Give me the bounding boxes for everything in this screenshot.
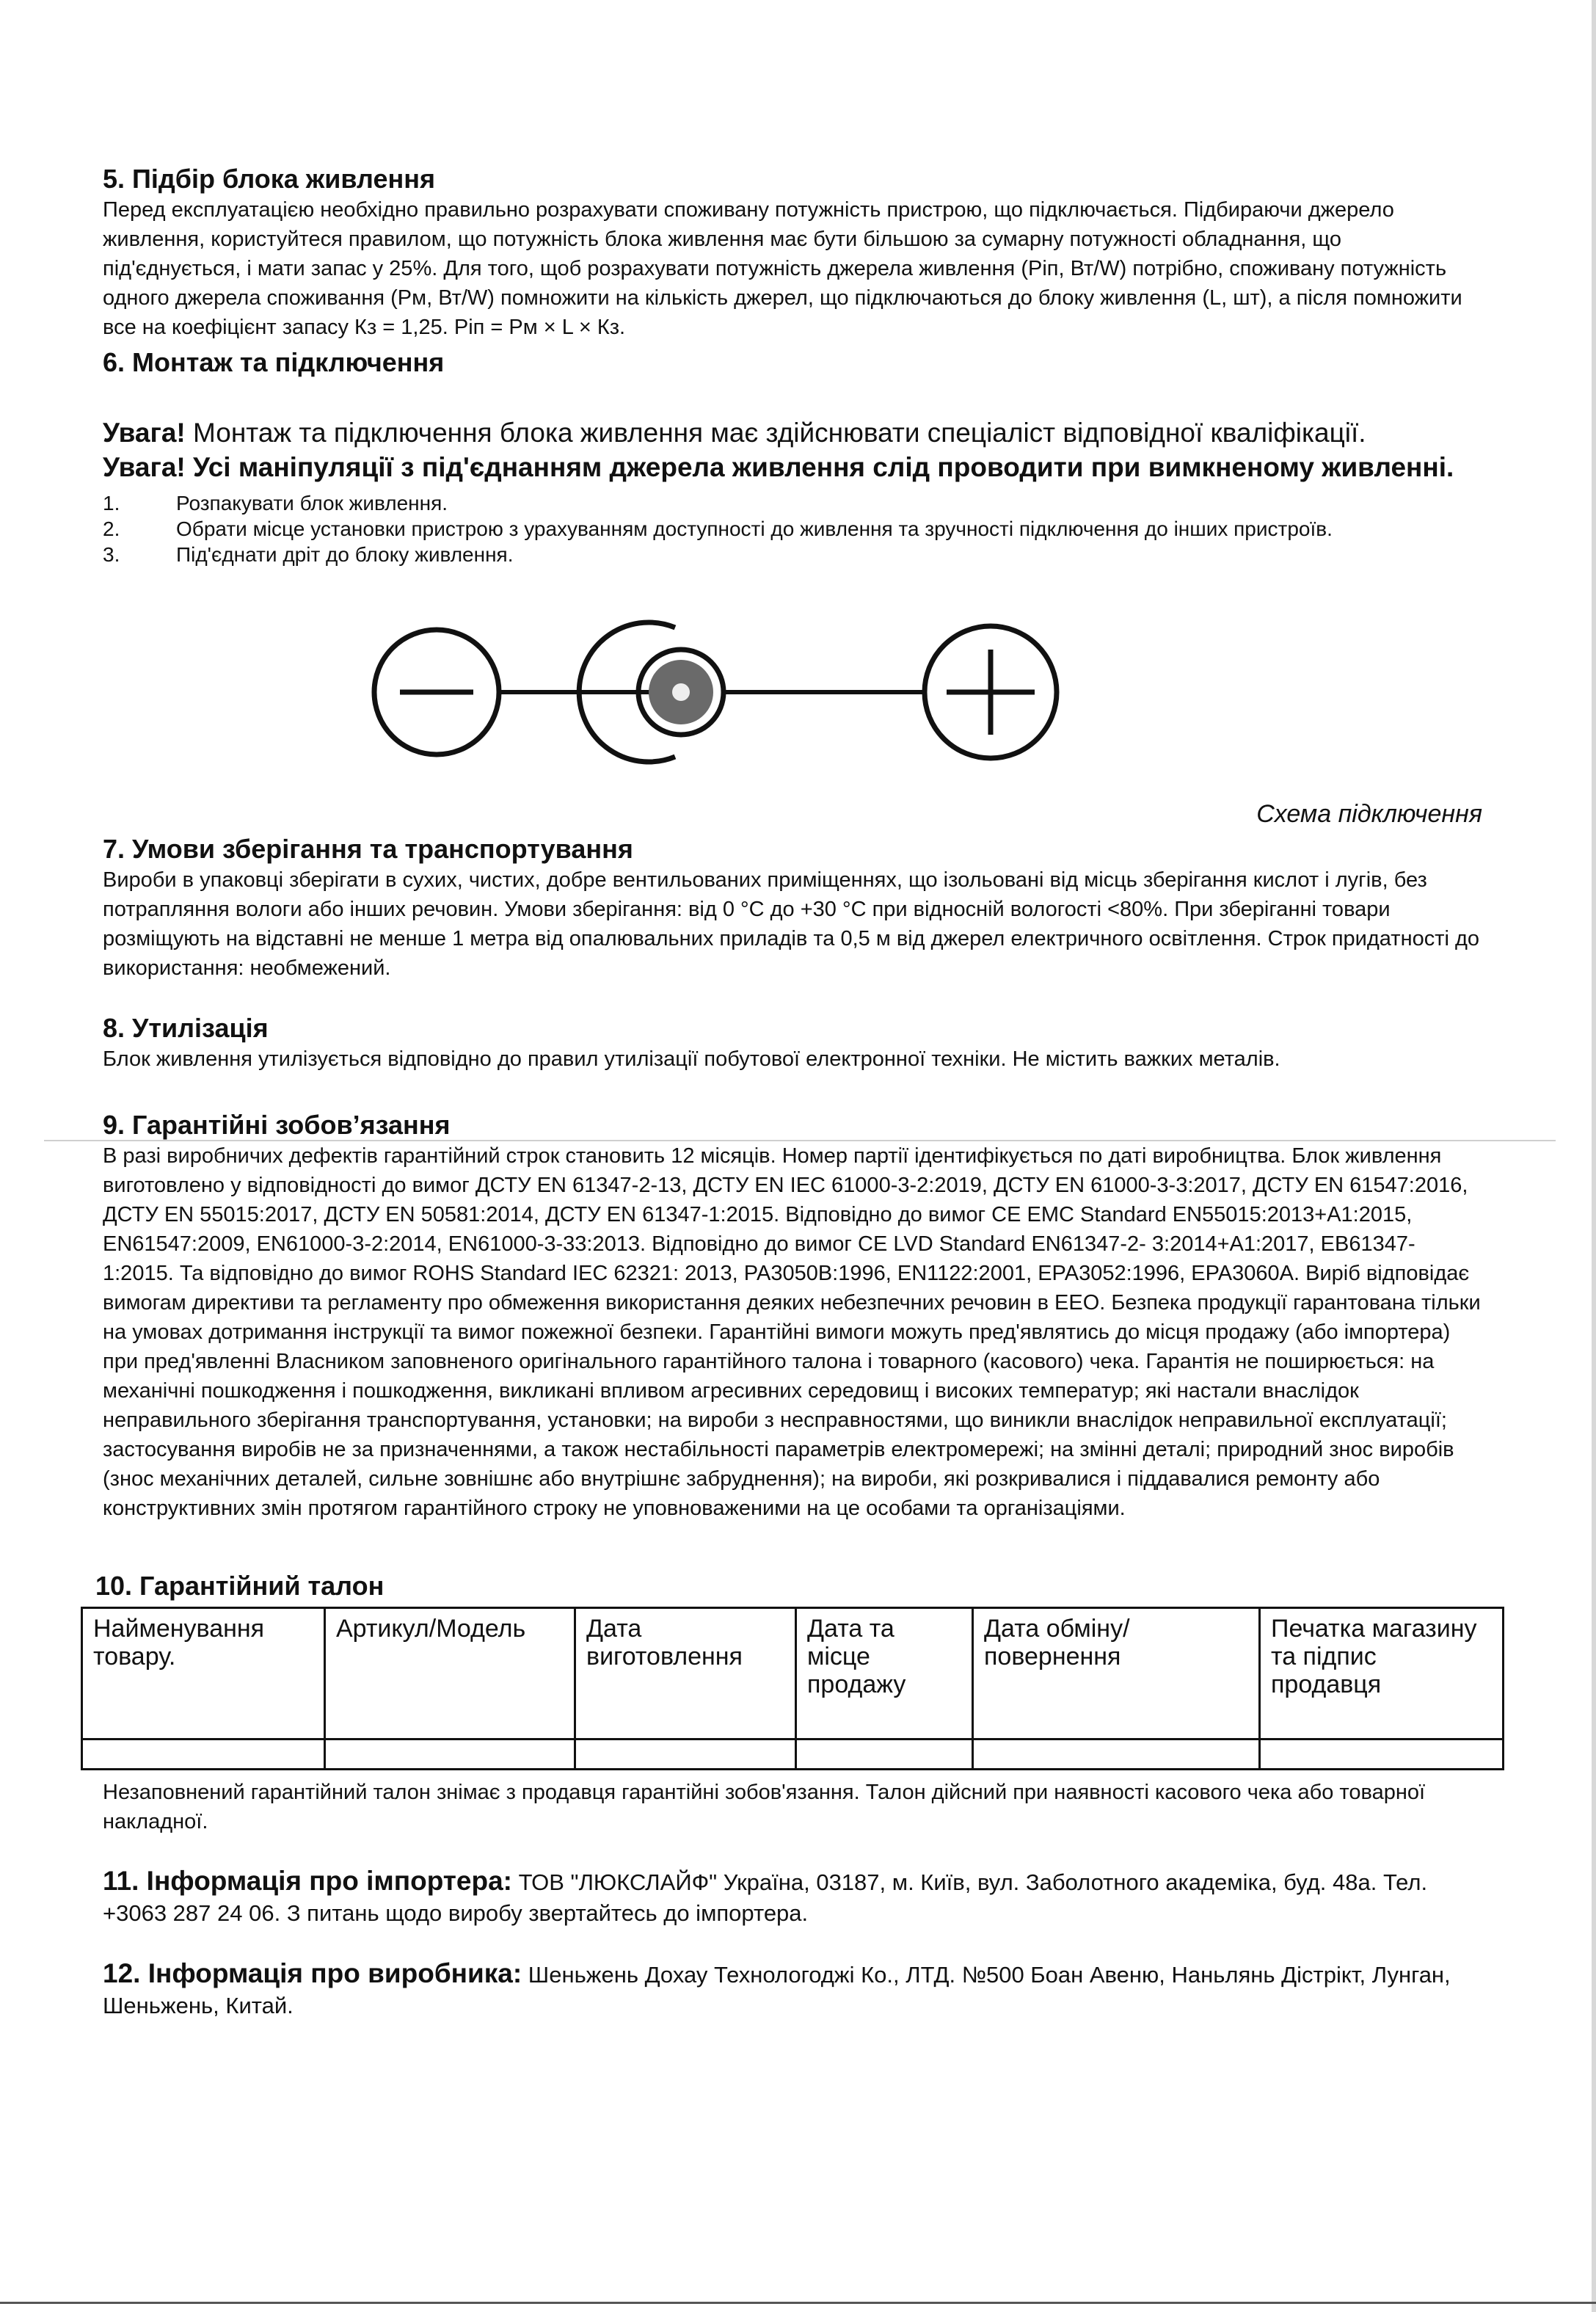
importer-label: 11. Інформація про імпортера:: [103, 1866, 512, 1896]
table-cell: [1260, 1740, 1504, 1770]
install-step: 2. Обрати місце установки пристрою з урахуванням доступності до живлення та зручності підключення до інших пристроїв.: [103, 517, 1333, 540]
section-8-title: 8. Утилізація: [103, 1013, 269, 1043]
install-step: 1. Розпакувати блок живлення.: [103, 492, 448, 515]
negative-terminal-icon: [374, 630, 499, 755]
install-steps: [103, 490, 1482, 567]
table-header-cell: Печатка магазину та підпис продавця: [1260, 1608, 1504, 1740]
section-8-text: Блок живлення утилізується відповідно до правил утилізації побутової електронної техніки. Не містить важких металів.: [103, 1047, 1280, 1071]
section-7-title: 7. Умови зберігання та транспортування: [103, 834, 633, 864]
section-10-title: 10. Гарантійний талон: [95, 1571, 385, 1601]
importer-text: ТОВ "ЛЮКСЛАЙФ" Україна, 03187, м. Київ, вул. Заболотного академіка, буд. 48а. Тел. +3063 287 24 06. З питань щодо виробу звертайтесь до імпортера.: [103, 1869, 1428, 1926]
page-edge-shadow: [1592, 0, 1596, 2312]
warning-1-text: Монтаж та підключення блока живлення має здійснювати спеціаліст відповідної кваліфікації.: [185, 418, 1366, 448]
table-header-row: [82, 1608, 1504, 1740]
instruction-document: [93, 163, 1482, 2021]
scan-bottom-edge: [0, 2302, 1596, 2304]
diagram-caption: Схема підключення: [1256, 800, 1482, 828]
importer-info: [103, 1866, 1482, 1929]
warranty-note: Незаповнений гарантійний талон знімає з продавця гарантійні зобов'язання. Талон дійсний при наявності касового чека або товарної накладної.: [103, 1781, 1426, 1833]
table-header-cell: Дата обміну/повернення: [973, 1608, 1260, 1740]
section-9-title: 9. Гарантійні зобов’язання: [103, 1110, 451, 1140]
table-header-cell: Дата та місце продажу: [796, 1608, 973, 1740]
warning-2: Увага! Усі маніпуляції з під'єднанням джерела живлення слід проводити при вимкненому живленні.: [103, 452, 1454, 482]
table-header-cell: Дата виготовлення: [575, 1608, 796, 1740]
section-5-text: Перед експлуатацією необхідно правильно розрахувати споживану потужність пристрою, що підключається. Підбираючи джерело живлення, користуйтеся правилом, що потужність блока живлення має бути більшою за сумарну потужності обладнання, що під'єднується, і мати запас у 25%. Для того, щоб розрахувати потужність джерела живлення (Pіп, Вт/W) потрібно, споживану потужність одного джерела споживання (Pм, Вт/W) помножити на кількість джерел, що підключаються до блоку живлення (L, шт), а після помножити все на коефіцієнт запасу Кз = 1,25. Pіп = Pм × L × Кз.: [103, 198, 1462, 339]
warranty-card-table: [81, 1607, 1504, 1770]
table-header-cell: Найменування товару.: [82, 1608, 325, 1740]
table-cell: [796, 1740, 973, 1770]
connection-diagram: [103, 582, 1482, 802]
manufacturer-text: Шеньжень Дохау Технологоджі Ко., ЛТД. №500 Боан Авеню, Наньлянь Дістрікт, Лунган, Шеньжень, Китай.: [103, 1962, 1451, 2018]
polarity-diagram: [367, 582, 1291, 802]
table-cell: [325, 1740, 575, 1770]
table-cell: [973, 1740, 1260, 1770]
section-7-text: Вироби в упаковці зберігати в сухих, чистих, добре вентильованих приміщеннях, що ізольовані від місць зберігання кислот і лугів, без потрапляння вологи або інших речовин. Умови зберігання: від 0 °С до +30 °С при відносній вологості <80%. При зберіганні товари розміщують на відставні не менше 1 метра від опалювальних приладів та 0,5 м від джерел електричного освітлення. Строк придатності до використання: необмежений.: [103, 868, 1480, 980]
manufacturer-label: 12. Інформація про виробника:: [103, 1958, 522, 1988]
table-row: [82, 1740, 1504, 1770]
install-step: 3. Під'єднати дріт до блоку живлення.: [103, 543, 514, 566]
section-5-title: 5. Підбір блока живлення: [103, 164, 435, 194]
section-6-title: 6. Монтаж та підключення: [103, 347, 445, 377]
table-header-cell: Артикул/Модель: [325, 1608, 575, 1740]
table-cell: [82, 1740, 325, 1770]
section-9-text: В разі виробничих дефектів гарантійний строк становить 12 місяців. Номер партії ідентифікується по даті виробництва. Блок живлення виготовлено у відповідності до вимог ДСТУ EN 61347-2-13, ДСТУ EN IEC 61000-3-2:2019, ДСТУ EN 61000-3-3:2017, ДСТУ EN 61547:2016, ДСТУ EN 55015:2017, ДСТУ EN 50581:2014, ДСТУ EN 61347-1:2015. Відповідно до вимог CE EMC Standard EN55015:2013+A1:2015, EN61547:2009, EN61000-3-2:2014, EN61000-3-33:2013. Відповідно до вимог CE LVD Standard EN61347-2- 3:2014+A1:2017, EB61347-1:2015. Та відповідно до вимог ROHS Standard IEC 62321: 2013, PA3050B:1996, EN1122:2001, EPA3052:1996, EPA3060A. Виріб відповідає вимогам директиви та регламенту про обмеження використання деяких небезпечних речовин в ЕЕО. Безпека продукції гарантована тільки на умовах дотримання інструкції та вимог пожежної безпеки. Гарантійні вимоги можуть пред'являтись до місця продажу (або імпортера) при пред'явленні Власником заповненого оригінального гарантійного талона і товарного (касового) чека. Гарантія не поширюється: на механічні пошкодження і пошкодження, викликані впливом агресивних середовищ і високих температур; які настали внаслідок неправильного зберігання транспортування, установки; на вироби з несправностями, що виникли внаслідок неправильної експлуатації; застосування виробів не за призначеннями, а також нестабільності параметрів електромережі; на змінні деталі; природний знос виробів (знос механічних деталей, сильне зовнішнє або внутрішнє забруднення); на вироби, які розкривалися і піддавалися ремонту або конструктивних змін протягом гарантійного строку не уповноваженими на це особами та організаціями.: [103, 1144, 1481, 1520]
manufacturer-info: [103, 1958, 1482, 2021]
warning-1-label: Увага!: [103, 418, 186, 448]
positive-terminal-icon: [925, 626, 1057, 758]
table-cell: [575, 1740, 796, 1770]
warning-1: [103, 415, 1482, 450]
